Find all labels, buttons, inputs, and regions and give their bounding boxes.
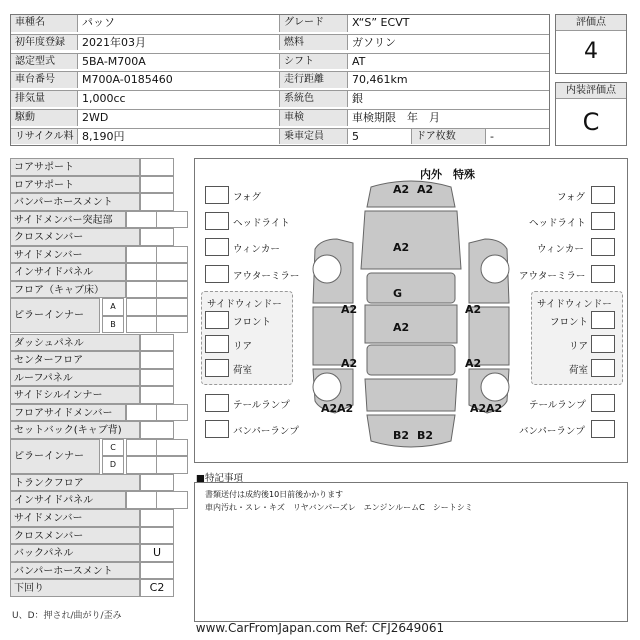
part-mark-box (140, 509, 174, 527)
part-mark-box (126, 281, 158, 299)
damage-rear-right-2: A2 (486, 402, 503, 415)
part-label: フロアサイドメンバー (10, 404, 126, 422)
part-mark-box (140, 474, 174, 492)
checkbox-bumperlamp-right (591, 420, 615, 438)
damage-hood: A2 (393, 241, 410, 254)
pillar-sub-label: A (102, 298, 124, 316)
damage-left-front-door: A2 (341, 303, 358, 316)
label-sw-rear-left: リア (233, 341, 253, 352)
part-label: ピラーインナー (10, 298, 100, 333)
info-row (11, 53, 549, 70)
damage-roof: A2 (393, 321, 410, 334)
info-value: 5 (347, 129, 411, 145)
checkbox-winker-left (205, 238, 229, 256)
part-label: トランクフロア (10, 474, 140, 492)
part-label: ロアサポート (10, 176, 140, 194)
label-sw-cargo-right: 荷室 (569, 365, 589, 376)
part-mark-box: U (140, 544, 174, 562)
label-fog-left: フォグ (233, 192, 262, 203)
checkbox-taillamp-left (205, 394, 229, 412)
part-mark-box (126, 246, 158, 264)
part-label: コアサポート (10, 158, 140, 176)
checkbox-sw-front-left (205, 311, 229, 329)
score-value: 4 (584, 39, 598, 64)
interior-score-box (555, 82, 627, 146)
part-mark-box: C2 (140, 579, 174, 597)
label-sw-front-right: フロント (550, 317, 589, 328)
info-label: 系統色 (279, 91, 347, 107)
label-headlight-left: ヘッドライト (233, 218, 290, 229)
part-mark-box (156, 316, 188, 334)
info-row (11, 109, 549, 126)
part-mark-box (126, 491, 158, 509)
info-value: 5BA-M700A (77, 54, 279, 70)
label-sw-front-left: フロント (233, 317, 272, 328)
checkbox-winker-right (591, 238, 615, 256)
info-label: グレード (279, 15, 347, 32)
part-label: バンパーホースメント (10, 193, 140, 211)
part-label: ダッシュパネル (10, 334, 140, 352)
checkbox-bumperlamp-left (205, 420, 229, 438)
part-label: フロア（キャブ床） (10, 281, 126, 299)
part-mark-box (156, 281, 188, 299)
label-winker-right: ウィンカー (537, 244, 584, 255)
part-label: サイドメンバー (10, 246, 126, 264)
info-label: 認定型式 (11, 54, 77, 70)
label-bumperlamp-left: バンパーランプ (233, 426, 299, 437)
info-value: 1,000cc (77, 91, 279, 107)
part-label: サイドシルインナー (10, 386, 140, 404)
label-headlight-right: ヘッドライト (529, 218, 586, 229)
checkbox-sw-cargo-right (591, 359, 615, 377)
notes-box (194, 482, 628, 622)
part-mark-box (140, 562, 174, 580)
label-sw-rear-right: リア (569, 341, 589, 352)
doors-value: - (485, 129, 551, 145)
part-mark-box (126, 404, 158, 422)
label-sw-cargo-left: 荷室 (233, 365, 253, 376)
label-taillamp-right: テールランプ (529, 400, 586, 411)
info-row (11, 71, 549, 88)
info-row (11, 128, 549, 145)
info-value: 車検期限 年 月 (347, 110, 551, 126)
checkbox-mirror-right (591, 265, 615, 283)
legend-text: U、D：押され/曲がり/歪み (12, 611, 122, 621)
info-label: 排気量 (11, 91, 77, 107)
checkbox-sw-rear-right (591, 335, 615, 353)
vehicle-info-table (10, 14, 550, 146)
info-row (11, 34, 549, 51)
info-value: X“S” ECVT (347, 15, 551, 32)
side-window-left-label: サイドウィンドー (207, 299, 282, 310)
checkbox-sw-front-right (591, 311, 615, 329)
part-mark-box (126, 316, 158, 334)
part-label: ルーフパネル (10, 369, 140, 387)
checkbox-headlight-right (591, 212, 615, 230)
damage-rear-bumper-right: B2 (417, 429, 434, 442)
side-window-right-label: サイドウィンドー (537, 299, 612, 310)
info-label: 走行距離 (279, 72, 347, 88)
part-mark-box (140, 158, 174, 176)
notes-title: ■特記事項 (196, 473, 243, 484)
info-value: 2WD (77, 110, 279, 126)
part-label: セットバック(キャブ背) (10, 421, 140, 439)
info-row (11, 90, 549, 107)
info-label: 駆動 (11, 110, 77, 126)
damage-front-bumper-left: A2 (393, 183, 410, 196)
label-mirror-left: アウターミラー (233, 271, 300, 282)
pillar-sub-label: C (102, 439, 124, 457)
part-label: 下回り (10, 579, 140, 597)
damage-front-bumper-right: A2 (417, 183, 434, 196)
part-mark-box (140, 351, 174, 369)
part-mark-box (126, 263, 158, 281)
part-label: インサイドパネル (10, 491, 126, 509)
checkbox-headlight-left (205, 212, 229, 230)
info-label: 車検 (279, 110, 347, 126)
interior-score-label: 内装評価点 (556, 83, 626, 99)
part-mark-box (140, 421, 174, 439)
part-label: バックパネル (10, 544, 140, 562)
checkbox-fog-left (205, 186, 229, 204)
damage-left-rear-door: A2 (341, 357, 358, 370)
part-mark-box (126, 456, 158, 474)
notes-line-2: 車内汚れ・スレ・キズ リヤバンパーズレ エンジンルームC シートシミ (205, 503, 473, 512)
score-box (555, 14, 627, 74)
damage-rear-right-1: A2 (470, 402, 487, 415)
part-mark-box (156, 439, 188, 457)
info-value: 8,190円 (77, 129, 279, 145)
checkbox-sw-rear-left (205, 335, 229, 353)
info-label: 乗車定員 (279, 129, 347, 145)
part-mark-box (140, 193, 174, 211)
part-mark-box (156, 263, 188, 281)
part-label: インサイドパネル (10, 263, 126, 281)
part-mark-box (156, 298, 188, 316)
special-notes (194, 470, 628, 622)
info-label: 車台番号 (11, 72, 77, 88)
footer-ref: www.CarFromJapan.com Ref: CFJ2649061 (195, 621, 445, 635)
damage-right-front-door: A2 (465, 303, 482, 316)
diagram-title: 内外 特殊 (420, 168, 475, 181)
label-fog-right: フォグ (557, 192, 586, 203)
damage-rear-left-1: A2 (321, 402, 338, 415)
interior-score-value: C (582, 108, 600, 136)
score-label: 評価点 (556, 15, 626, 31)
info-value: 2021年03月 (77, 35, 279, 51)
pillar-sub-label: B (102, 316, 124, 334)
part-mark-box (156, 246, 188, 264)
part-mark-box (156, 456, 188, 474)
info-label: リサイクル料 (11, 129, 77, 145)
label-mirror-right: アウターミラー (519, 271, 586, 282)
checkbox-taillamp-right (591, 394, 615, 412)
part-label: バンパーホースメント (10, 562, 140, 580)
part-label: サイドメンバー突起部 (10, 211, 126, 229)
info-label: 燃料 (279, 35, 347, 51)
part-mark-box (140, 334, 174, 352)
notes-line-1: 書類送付は成約後10日前後かかります (205, 490, 344, 499)
damage-right-rear-door: A2 (465, 357, 482, 370)
part-label: サイドメンバー (10, 509, 140, 527)
part-label: ピラーインナー (10, 439, 100, 474)
info-value: 70,461km (347, 72, 551, 88)
car-outline-icon (291, 173, 531, 463)
damage-roof-front: G (393, 287, 403, 300)
part-mark-box (140, 228, 174, 246)
part-mark-box (156, 211, 188, 229)
part-mark-box (126, 211, 158, 229)
part-label: クロスメンバー (10, 228, 140, 246)
info-row (11, 15, 549, 32)
damage-rear-bumper-left: B2 (393, 429, 410, 442)
pillar-sub-label: D (102, 456, 124, 474)
info-value: ガソリン (347, 35, 551, 51)
info-label: シフト (279, 54, 347, 70)
info-value: AT (347, 54, 551, 70)
info-value: パッソ (77, 15, 279, 32)
checkbox-fog-right (591, 186, 615, 204)
part-mark-box (140, 527, 174, 545)
part-mark-box (156, 404, 188, 422)
info-label: 車種名 (11, 15, 77, 32)
doors-label: ドア枚数 (411, 129, 485, 145)
part-mark-box (140, 386, 174, 404)
part-mark-box (140, 369, 174, 387)
part-mark-box (156, 491, 188, 509)
car-diagram (194, 158, 628, 463)
info-label: 初年度登録 (11, 35, 77, 51)
info-value: M700A-0185460 (77, 72, 279, 88)
part-label: センターフロア (10, 351, 140, 369)
part-label: クロスメンバー (10, 527, 140, 545)
info-value: 銀 (347, 91, 551, 107)
part-mark-box (140, 176, 174, 194)
checkbox-mirror-left (205, 265, 229, 283)
part-mark-box (126, 439, 158, 457)
damage-rear-left-2: A2 (337, 402, 354, 415)
label-bumperlamp-right: バンパーランプ (519, 426, 585, 437)
label-taillamp-left: テールランプ (233, 400, 290, 411)
checkbox-sw-cargo-left (205, 359, 229, 377)
part-mark-box (126, 298, 158, 316)
label-winker-left: ウィンカー (233, 244, 280, 255)
